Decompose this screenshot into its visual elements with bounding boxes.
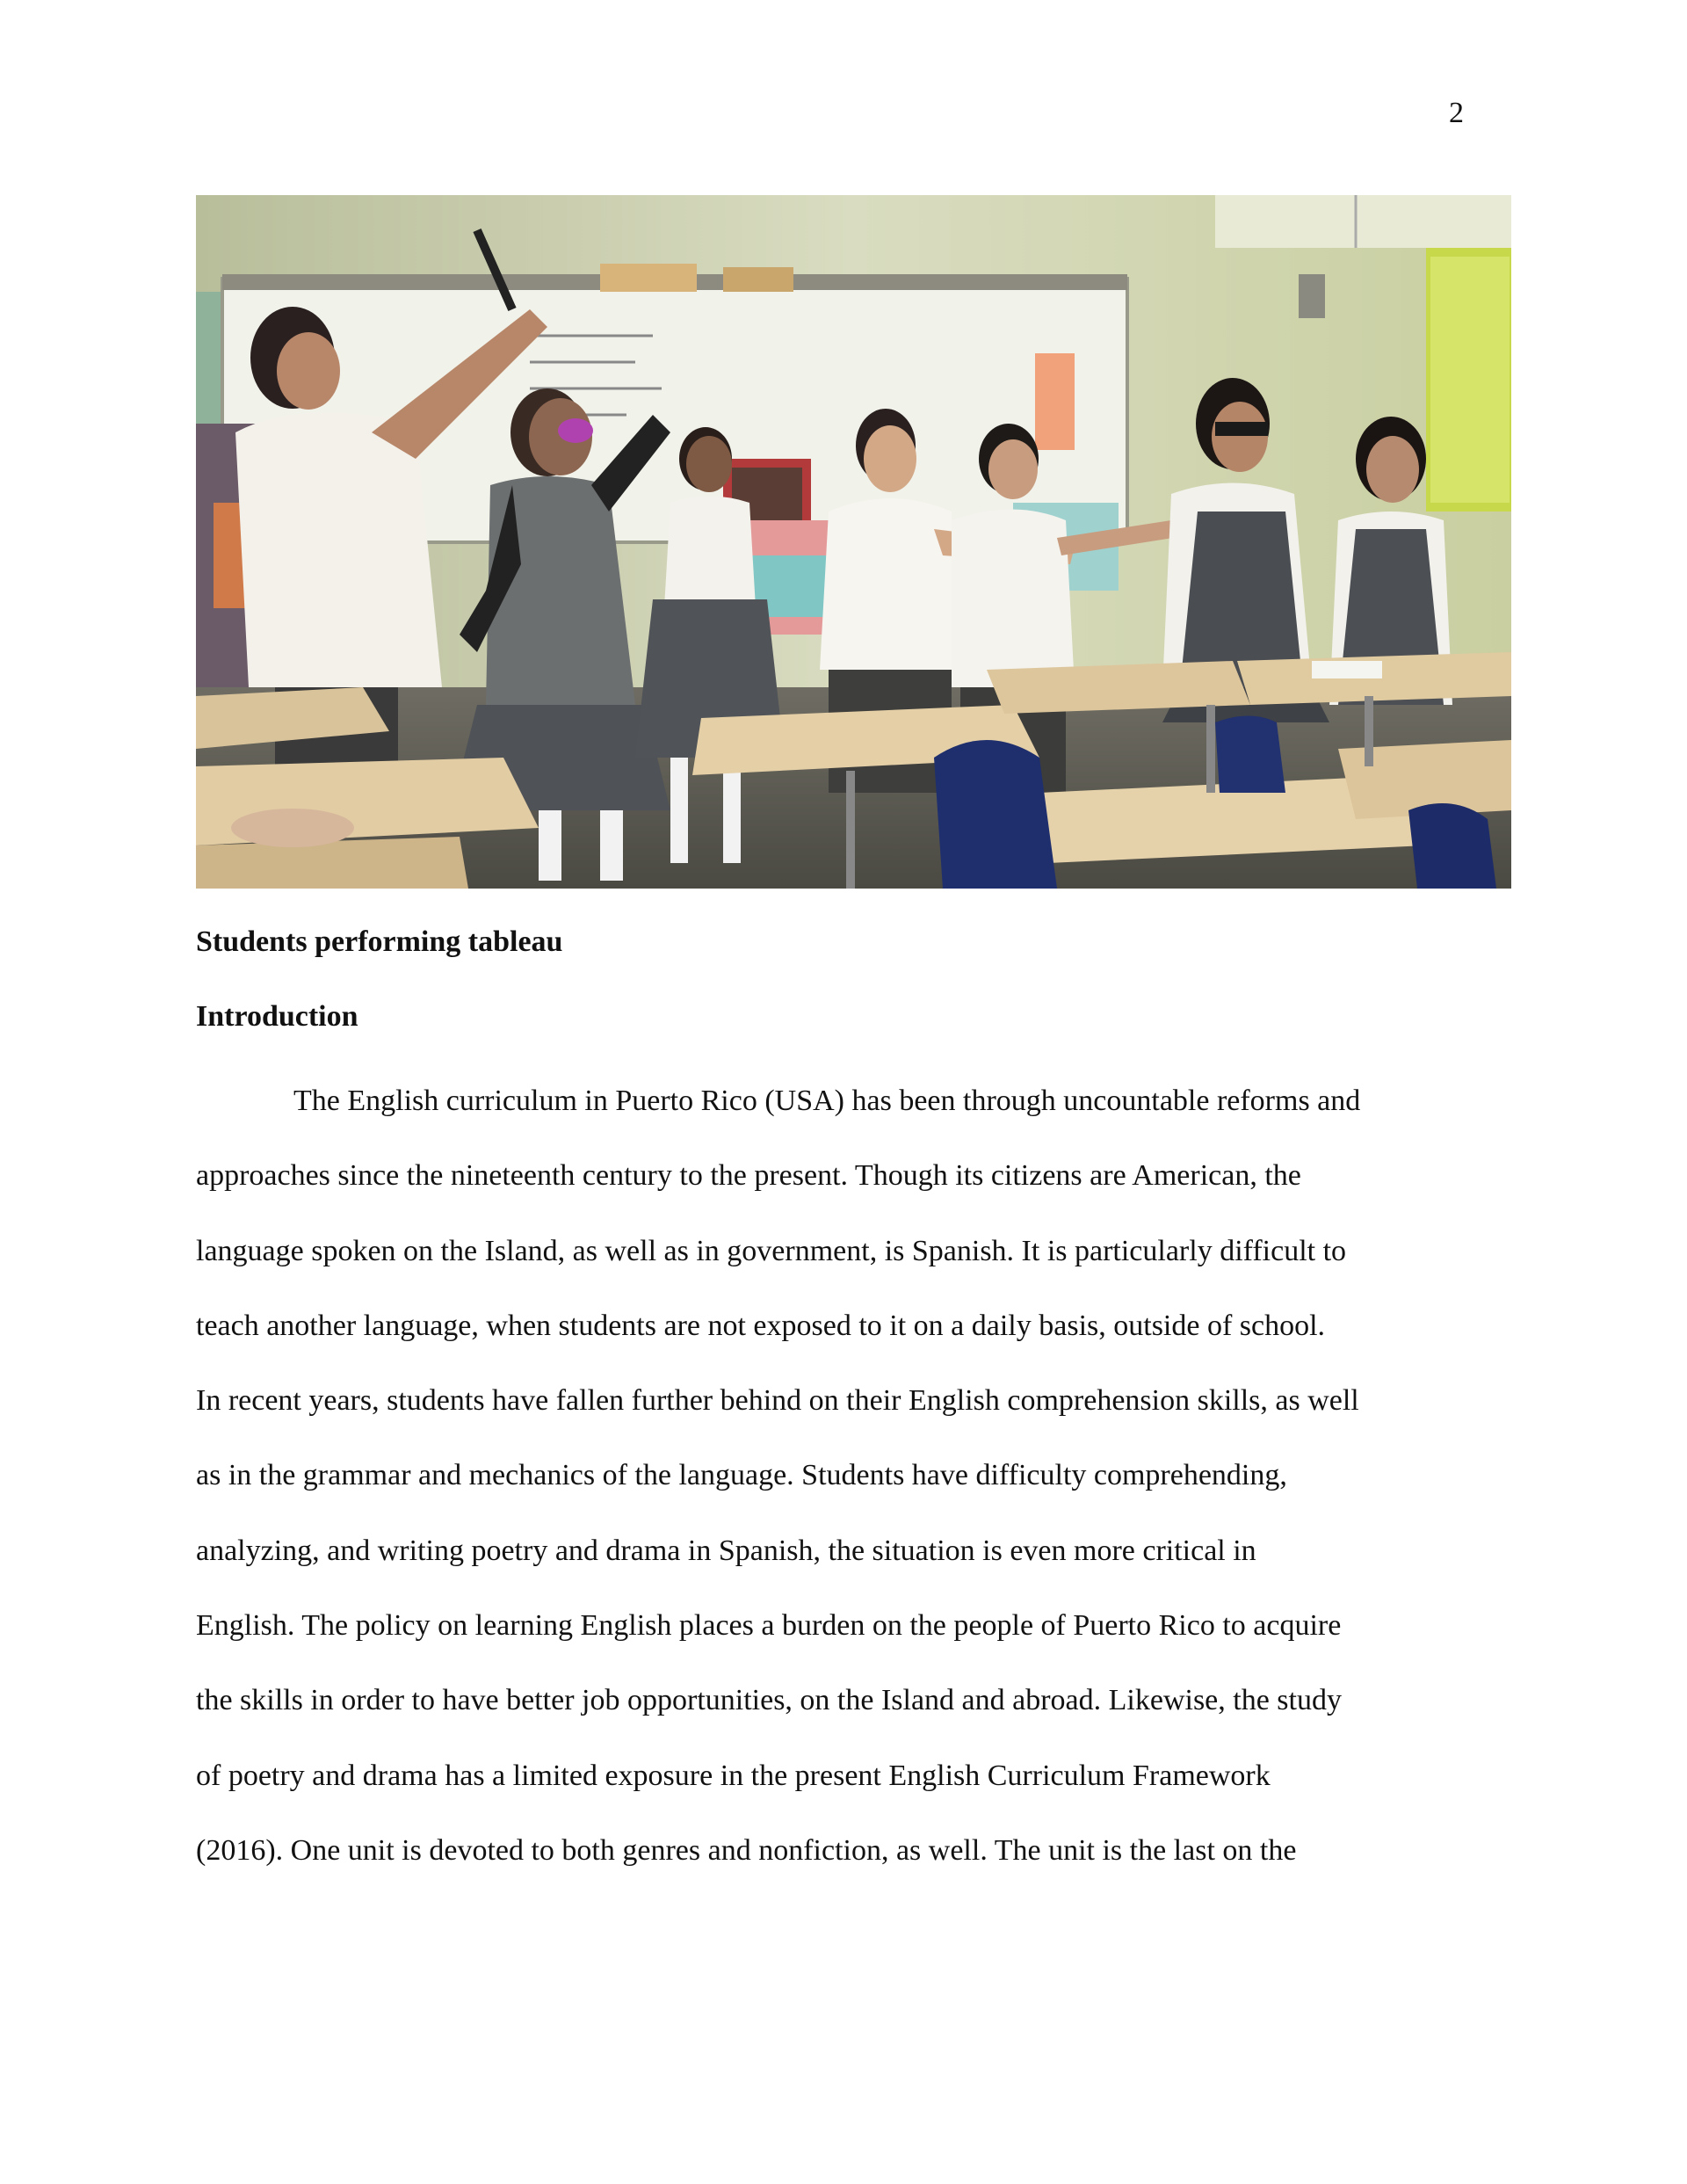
paragraph-line: approaches since the nineteenth century to the present. Though its citizens are American, the: [196, 1159, 1301, 1193]
figure-caption: Students performing tableau: [196, 925, 563, 958]
paragraph-line: The English curriculum in Puerto Rico (USA) has been through uncountable reforms and: [293, 1085, 1361, 1117]
paragraph-line: language spoken on the Island, as well as in government, is Spanish. It is particularly difficult to: [196, 1234, 1347, 1267]
paragraph-line: (2016). One unit is devoted to both genres and nonfiction, as well. The unit is the last on the: [196, 1833, 1297, 1867]
page-number: 2: [1449, 97, 1464, 129]
paragraph-line: as in the grammar and mechanics of the language. Students have difficulty comprehending,: [196, 1459, 1287, 1492]
paragraph-line: teach another language, when students are not exposed to it on a daily basis, outside of school.: [196, 1309, 1326, 1342]
section-heading: Introduction: [196, 1000, 358, 1033]
paragraph-line: analyzing, and writing poetry and drama in Spanish, the situation is even more critical in: [196, 1534, 1256, 1567]
body-text: [196, 1063, 1496, 1888]
classroom-photo: [196, 195, 1511, 889]
paragraph-line: In recent years, students have fallen further behind on their English comprehension skills, as well: [196, 1384, 1359, 1418]
paragraph-line: of poetry and drama has a limited exposure in the present English Curriculum Framework: [196, 1759, 1271, 1792]
paragraph-line: English. The policy on learning English places a burden on the people of Puerto Rico to acquire: [196, 1609, 1342, 1643]
paragraph-line: the skills in order to have better job opportunities, on the Island and abroad. Likewise, the study: [196, 1684, 1342, 1717]
